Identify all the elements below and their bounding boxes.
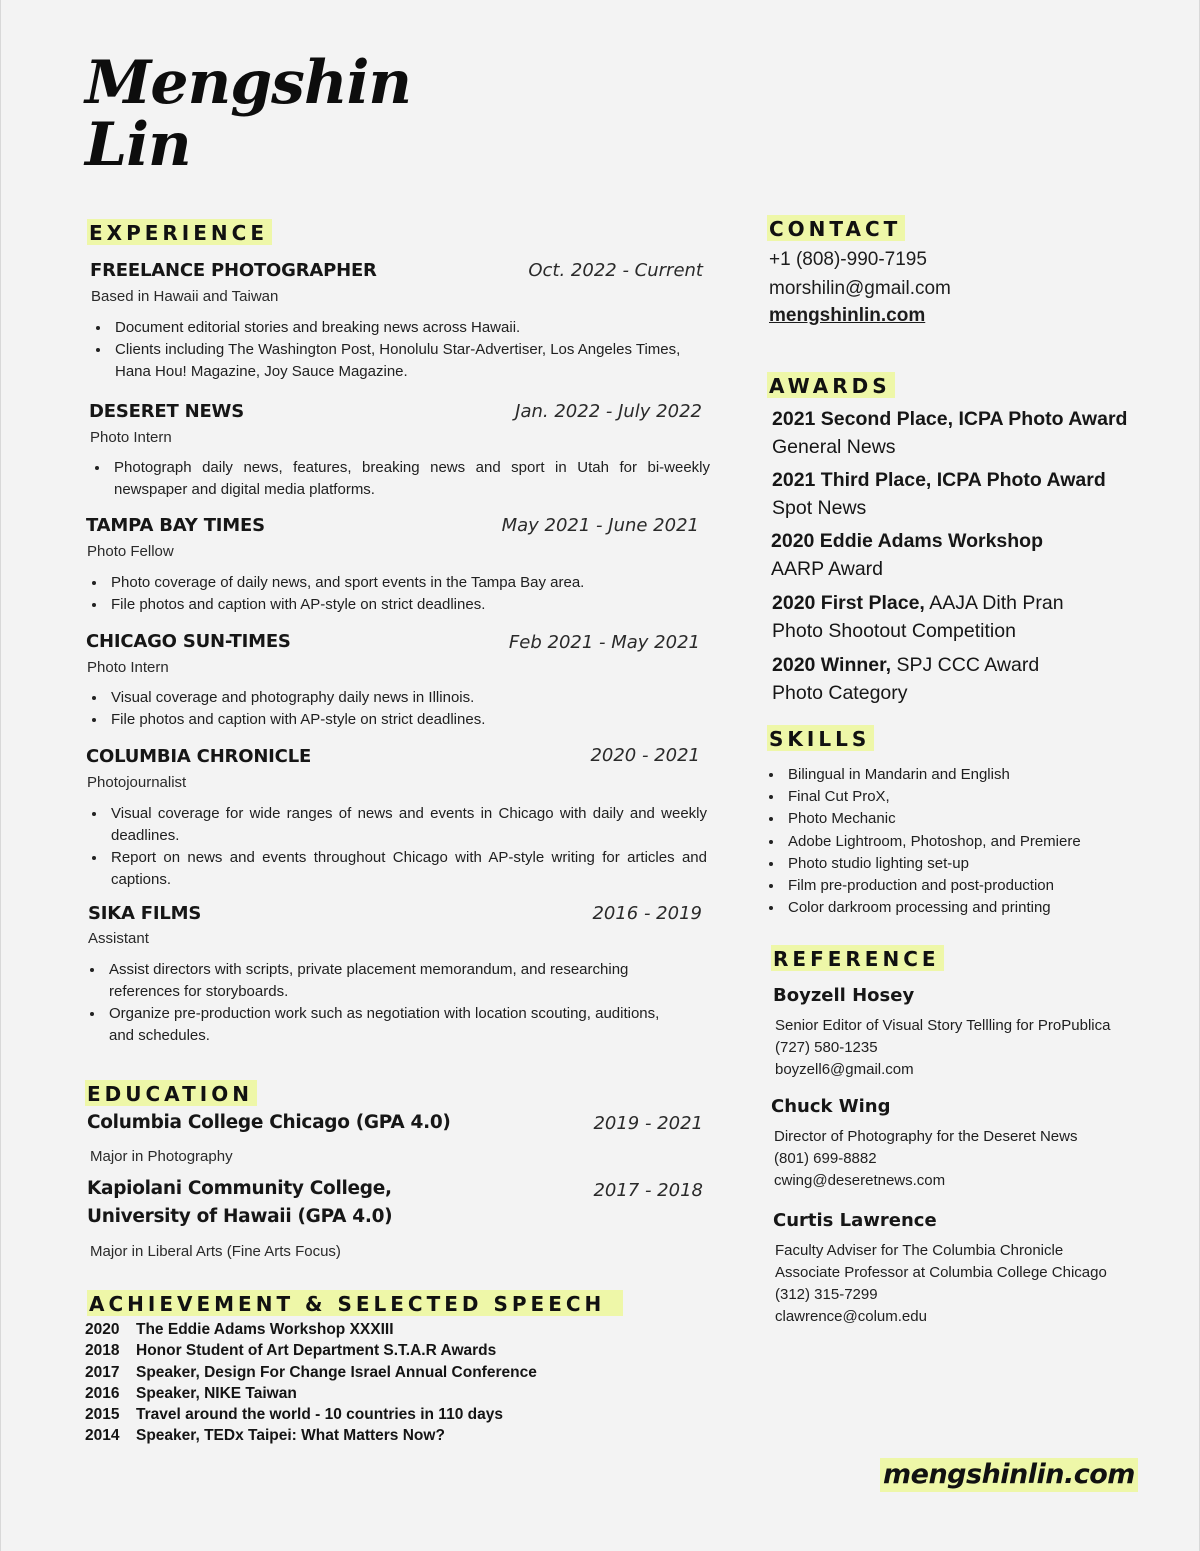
award-item [772, 589, 1064, 645]
reference-phone: (312) 315-7299 [775, 1286, 878, 1303]
award-title: 2021 Third Place, ICPA Photo Award [772, 469, 1106, 491]
bullet-item: Photo coverage of daily news, and sport events in the Tampa Bay area. [87, 572, 712, 594]
skill-item: Final Cut ProX, [764, 786, 1184, 808]
job-subtitle: Photo Fellow [87, 543, 174, 560]
award-title-rest: SPJ CCC Award [891, 654, 1040, 676]
award-item [772, 651, 1039, 707]
award-category: Spot News [772, 497, 867, 519]
job-date: May 2021 - June 2021 [501, 515, 699, 536]
award-item [771, 527, 1043, 583]
achievement-year: 2020 [85, 1321, 120, 1338]
achievement-text: Travel around the world - 10 countries in 110 days [136, 1406, 503, 1424]
reference-email: cwing@deseretnews.com [774, 1172, 946, 1189]
contact-email[interactable]: morshilin@gmail.com [769, 278, 951, 299]
award-title: 2020 Eddie Adams Workshop [771, 530, 1044, 552]
job-bullets [87, 803, 707, 891]
achievement-item [85, 1362, 537, 1383]
achievement-item [85, 1383, 537, 1404]
job-date: 2016 - 2019 [592, 903, 702, 924]
skill-item: Bilingual in Mandarin and English [764, 764, 1184, 786]
job-bullets [87, 687, 712, 731]
skills-list [764, 764, 1184, 919]
achievement-year: 2017 [85, 1363, 120, 1381]
education-major: Major in Photography [90, 1148, 233, 1165]
award-category: Photo Shootout Competition [772, 620, 1016, 642]
award-title: 2020 First Place, [772, 592, 925, 614]
bullet-item: Clients including The Washington Post, Honolulu Star-Advertiser, Los Angeles Times, Hana Hou! Magazine, Joy Sauce Magazine. [91, 339, 716, 383]
bullet-item: Document editorial stories and breaking news across Hawaii. [91, 317, 716, 339]
reference-role: Senior Editor of Visual Story Tellling for ProPublica [775, 1017, 1111, 1034]
award-item [772, 405, 1127, 461]
achievement-list [85, 1319, 537, 1447]
bullet-item: Visual coverage and photography daily news in Illinois. [87, 687, 712, 709]
school-name: Columbia College Chicago (GPA 4.0) [87, 1112, 451, 1133]
achievement-year: 2018 [85, 1342, 120, 1360]
school-name-line2: University of Hawaii (GPA 4.0) [87, 1206, 393, 1227]
skill-item: Photo Mechanic [764, 808, 1184, 830]
achievement-item [85, 1404, 537, 1425]
job-subtitle: Photo Intern [87, 659, 169, 676]
job-subtitle: Photo Intern [90, 429, 172, 446]
job-title: TAMPA BAY TIMES [86, 515, 265, 536]
bullet-item: Organize pre-production work such as negotiation with location scouting, auditions, and schedules. [85, 1003, 685, 1047]
reference-phone: (801) 699-8882 [774, 1150, 877, 1167]
website-link[interactable]: mengshinlin.com [769, 305, 926, 326]
education-date: 2017 - 2018 [593, 1180, 703, 1201]
bullet-item: Visual coverage for wide ranges of news and events in Chicago with daily and weekly deadlines. [87, 803, 707, 847]
achievement-heading: ACHIEVEMENT & SELECTED SPEECH [87, 1290, 623, 1316]
job-bullets [91, 317, 716, 383]
job-date: Jan. 2022 - July 2022 [515, 401, 702, 422]
reference-details [775, 1015, 1110, 1081]
bullet-item: Report on news and events throughout Chicago with AP-style writing for articles and captions. [87, 847, 707, 891]
name-last: Lin [85, 110, 191, 180]
name-first: Mengshin [85, 48, 411, 118]
school-name [87, 1175, 392, 1231]
education-heading: EDUCATION [85, 1080, 257, 1106]
achievement-text: Speaker, TEDx Taipei: What Matters Now? [136, 1427, 445, 1445]
reference-name: Curtis Lawrence [773, 1210, 937, 1231]
school-name-line1: Kapiolani Community College, [87, 1178, 392, 1199]
skill-item: Adobe Lightroom, Photoshop, and Premiere [764, 831, 1184, 853]
education-major: Major in Liberal Arts (Fine Arts Focus) [90, 1243, 341, 1260]
bullet-item: File photos and caption with AP-style on strict deadlines. [87, 594, 712, 616]
contact-phone[interactable]: +1 (808)-990-7195 [769, 249, 927, 270]
experience-heading: EXPERIENCE [87, 219, 272, 245]
achievement-text: Speaker, NIKE Taiwan [136, 1384, 297, 1402]
reference-name: Boyzell Hosey [773, 985, 915, 1006]
job-subtitle: Based in Hawaii and Taiwan [91, 288, 279, 305]
reference-role-2: Associate Professor at Columbia College Chicago [775, 1264, 1107, 1281]
award-title: 2020 Winner, [772, 654, 892, 676]
job-title: DESERET NEWS [89, 401, 244, 422]
job-bullets [90, 457, 710, 501]
job-date: Feb 2021 - May 2021 [508, 632, 700, 653]
job-subtitle: Assistant [88, 930, 149, 947]
award-category: AARP Award [771, 558, 884, 580]
skills-heading: SKILLS [767, 725, 874, 751]
job-bullets [85, 959, 685, 1047]
achievement-year: 2014 [85, 1427, 120, 1445]
bullet-item: File photos and caption with AP-style on strict deadlines. [87, 709, 712, 731]
awards-heading: AWARDS [767, 372, 895, 398]
job-date: Oct. 2022 - Current [528, 260, 703, 281]
bullet-item: Photograph daily news, features, breaking news and sport in Utah for bi-weekly newspaper and digital media platforms. [90, 457, 710, 501]
achievement-year: 2016 [85, 1384, 120, 1402]
footer-website-link[interactable]: mengshinlin.com [880, 1458, 1138, 1492]
reference-role: Faculty Adviser for The Columbia Chronicle [775, 1242, 1064, 1259]
reference-heading: REFERENCE [771, 945, 944, 971]
reference-email: boyzell6@gmail.com [775, 1061, 914, 1078]
education-date: 2019 - 2021 [593, 1113, 703, 1134]
reference-email: clawrence@colum.edu [775, 1308, 927, 1325]
job-title: COLUMBIA CHRONICLE [86, 746, 312, 767]
achievement-text: Speaker, Design For Change Israel Annual Conference [136, 1363, 537, 1381]
job-title: FREELANCE PHOTOGRAPHER [90, 260, 377, 281]
award-title: 2021 Second Place, ICPA Photo Award [772, 408, 1128, 430]
reference-role: Director of Photography for the Deseret News [774, 1128, 1078, 1145]
reference-details [775, 1240, 1107, 1328]
award-item [772, 466, 1106, 522]
achievement-year: 2015 [85, 1406, 120, 1424]
reference-name: Chuck Wing [771, 1096, 891, 1117]
achievement-text: Honor Student of Art Department S.T.A.R Awards [136, 1342, 497, 1360]
achievement-item [85, 1340, 537, 1361]
achievement-item [85, 1319, 537, 1340]
skill-item: Photo studio lighting set-up [764, 853, 1184, 875]
skill-item: Color darkroom processing and printing [764, 897, 1184, 919]
bullet-item: Assist directors with scripts, private placement memorandum, and researching references for storyboards. [85, 959, 685, 1003]
achievement-text: The Eddie Adams Workshop XXXIII [136, 1321, 394, 1338]
job-date: 2020 - 2021 [590, 745, 700, 766]
award-title-rest: AAJA Dith Pran [924, 592, 1064, 614]
award-category: Photo Category [772, 682, 908, 704]
job-subtitle: Photojournalist [87, 774, 187, 791]
achievement-item [85, 1425, 537, 1446]
resume-name [85, 48, 411, 180]
skill-item: Film pre-production and post-production [764, 875, 1184, 897]
contact-heading: CONTACT [767, 215, 905, 241]
reference-details [774, 1126, 1077, 1192]
job-title: CHICAGO SUN-TIMES [86, 631, 291, 652]
job-bullets [87, 572, 712, 616]
award-category: General News [772, 436, 896, 458]
reference-phone: (727) 580-1235 [775, 1039, 878, 1056]
job-title: SIKA FILMS [88, 903, 202, 924]
